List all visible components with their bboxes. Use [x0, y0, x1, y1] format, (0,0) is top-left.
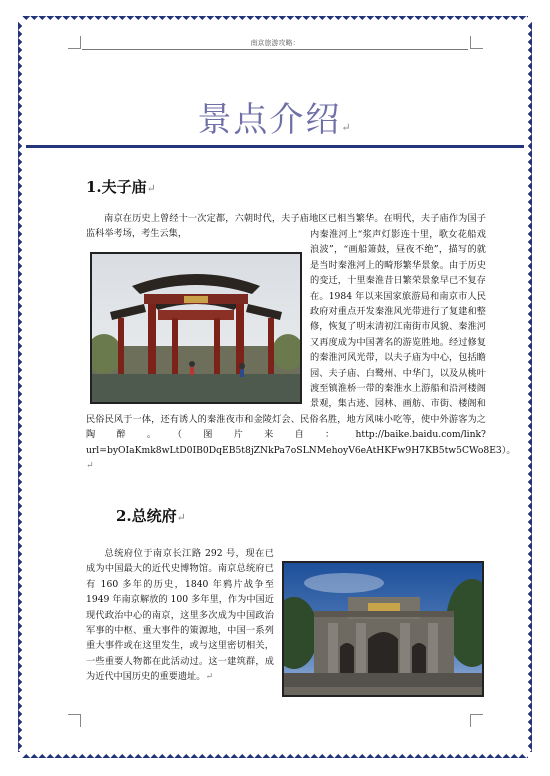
- paragraph-mark: ↵: [341, 121, 353, 134]
- paragraph-fuzimiao-body: 内秦淮河上“浆声灯影连十里，歌女花船戏浪波”，“画船箫鼓，昼夜不绝”，描写的就是当时秦淮河上的畸形繁华景象。由于历史的变迁，十里秦淮昔日繁荣景象早已不复存在。1984 年以来国家旅游局和南京市人民政府对重点开发秦淮风光带进行了复建和整修，恢复了明末清初江南街市风貌、秦淮河又再度成为中国著名的游览胜地。经过修复的秦淮河风光带，以夫子庙为中心，包括瞻园、夫子庙、白鹭州、中华门，以及从桃叶渡至镇淮桥一带的秦淮水上游船和沿河楼阁景观，集古迹、园林、画舫、市街、楼阁和民俗民风于一体，还有诱人的秦淮夜市和金陵灯会、民俗名胜，地方风味小吃等，使中外游客为之陶醉。（图片来自：http://baike.baidu.com/link?url=byOIaKmk8wLtD0IB0DqEB5t8jZNkPa7oSLNMehoyV6eAtHKFw9H7KB5tw5CWo8E3）。↵: [86, 229, 516, 472]
- crop-mark-bottom-right: [470, 714, 483, 727]
- header-divider: [82, 49, 468, 50]
- section-heading-text: 2.总统府: [116, 507, 177, 525]
- page-header: 南京旅游攻略：: [250, 39, 300, 47]
- zongtongfu-photo-image: [284, 563, 482, 695]
- section-heading-fuzimiao: 1.夫子庙↵: [86, 178, 156, 196]
- decorative-border-bottom: [22, 750, 528, 758]
- section-heading-text: 1.夫子庙: [86, 178, 147, 196]
- photo-float-spacer: [86, 227, 310, 407]
- paragraph-text: 内秦淮河上“浆声灯影连十里，歌女花船戏浪波”，“画船箫鼓，昼夜不绝”，描写的就是当时秦淮河上的畸形繁华景象。由于历史的变迁，十里秦淮昔日繁荣景象早已不复存在。1984 年以来国家旅游局和南京市人民政府对重点开发秦淮风光带进行了复建和整修，恢复了明末清初江南街市风貌、秦淮河又再度成为中国著名的游览胜地。经过修复的秦淮河风光带，以夫子庙为中心，包括瞻园、夫子庙、白鹭州、中华门，以及从桃叶渡至镇淮桥一带的秦淮水上游船和沿河楼阁景观，集古迹、园林、画舫、市街、楼阁和民俗民风于一体，还有诱人的秦淮夜市和金陵灯会、民俗名胜，地方风味小吃等，使中外游客为之陶醉。（图片来自：http://baike.baidu.com/link?url=byOIaKmk8wLtD0IB0DqEB5t8jZNkPa7oSLNMehoyV6eAtHKFw9H7KB5tw5CWo8E3）。: [86, 229, 516, 456]
- page-title-text: 景点介绍: [197, 100, 342, 140]
- paragraph-text: 南京在历史上曾经十一次定都，六朝时代，夫子庙地区已相当繁华。在明代，夫子庙作为国子监科举考场，考生云集，: [86, 213, 486, 240]
- paragraph-zongtongfu: 总统府位于南京长江路 292 号，现在已成为中国最大的近代史博物馆。南京总统府已有 160 多年的历史，1840 年鸦片战争至 1949 年南京解放的 100 多年里，作为中国近现代政治中心的南京，这里多次成为中国政治军事的中枢、重大事件的策源地，中国一系列重大事件或在这里发生，或与这里密切相关，一些重要人物都在此活动过。这一建筑群，成为近代中国历史的重要遗址。↵: [86, 548, 274, 683]
- zongtongfu-photo: [282, 561, 484, 697]
- crop-mark-bottom-left: [68, 714, 81, 727]
- paragraph-text: 总统府位于南京长江路 292 号，现在已成为中国最大的近代史博物馆。南京总统府已有 160 多年的历史，1840 年鸦片战争至 1949 年南京解放的 100 多年里，作为中国近现代政治中心的南京，这里多次成为中国政治军事的中枢、重大事件的策源地，中国一系列重大事件或在这里发生，或与这里密切相关，一些重要人物都在此活动过。这一建筑群，成为近代中国历史的重要遗址。: [86, 548, 274, 683]
- title-divider: [26, 145, 524, 148]
- page-title: [0, 92, 550, 141]
- section-heading-zongtongfu: 2.总统府↵: [116, 507, 186, 525]
- decorative-border-top: [22, 16, 528, 24]
